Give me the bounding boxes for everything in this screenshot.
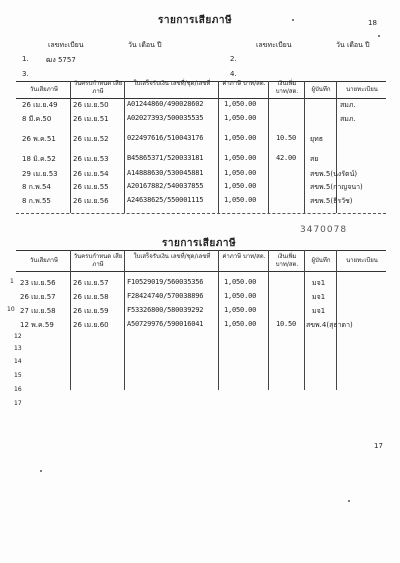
table1-divider [124, 81, 125, 213]
table1-divider [218, 81, 219, 213]
table2-divider [218, 250, 219, 390]
row-number: 15 [14, 372, 22, 379]
table1-header-recorder: ผู้บันทึก [311, 86, 331, 93]
top-section-title: รายการเสียภาษี [158, 15, 233, 26]
bottom-section-title: รายการเสียภาษี [162, 238, 237, 249]
table2-header-paid-date: วันเสียภาษี [30, 257, 58, 264]
table2-top-rule [16, 250, 386, 251]
row-number: 17 [14, 400, 22, 407]
reg-right-label: เลขทะเบียน [256, 41, 292, 49]
table1-header-due-date: วันครบกำหนด เสียภาษี [73, 80, 123, 95]
row-number: 14 [14, 358, 22, 365]
table1-divider [336, 81, 337, 213]
scan-speck [378, 35, 380, 37]
row-number: 16 [14, 386, 22, 393]
table2-header-tax: ค่าภาษี บาท/สต. [222, 253, 266, 260]
line1-number: 1. [22, 55, 29, 63]
line1-plate: ฒง 5757 [46, 56, 76, 64]
scan-speck [40, 470, 42, 472]
scan-speck [348, 500, 350, 502]
line3-number: 3. [22, 70, 29, 78]
table2-header-rule [16, 271, 386, 272]
line4-number: 4. [230, 70, 237, 78]
table2-header-registrar: นายทะเบียน [346, 257, 378, 264]
table1-divider [304, 81, 305, 213]
row-number: 12 [14, 333, 22, 340]
table1-header-paid-date: วันเสียภาษี [30, 86, 58, 93]
table2-divider [268, 250, 269, 390]
footer-page-number: 17 [374, 442, 383, 450]
page-corner-number: 18 [368, 19, 377, 27]
table2-header-recorder: ผู้บันทึก [311, 257, 331, 264]
reg-left-label: เลขทะเบียน [48, 41, 84, 49]
scan-speck [292, 19, 294, 21]
table2-header-surcharge: เงินเพิ่ม บาท/สต. [275, 253, 299, 268]
table1-header-registrar: นายทะเบียน [346, 86, 378, 93]
table1-bottom-rule [16, 213, 386, 214]
table2-header-due-date: วันครบกำหนด เสียภาษี [73, 253, 123, 268]
row-number: 13 [14, 345, 22, 352]
table1-header-surcharge: เงินเพิ่ม บาท/สต. [275, 80, 299, 95]
table1-divider [70, 81, 71, 213]
table2-divider [124, 250, 125, 390]
table2-header-receipt: ใบเสร็จรับเงิน เลขที่/ชุด/เลขที่ [133, 253, 211, 260]
table1-header-tax: ค่าภาษี บาท/สต. [222, 80, 266, 87]
line2-number: 2. [230, 55, 237, 63]
table2-divider [70, 250, 71, 390]
table2-divider [304, 250, 305, 390]
table1-header-rule [16, 98, 386, 99]
table1-divider [268, 81, 269, 213]
stamp-fragment: 3470078 [300, 225, 348, 235]
date-left-label: วัน เดือน ปี [128, 41, 162, 49]
date-right-label: วัน เดือน ปี [336, 41, 370, 49]
table1-header-receipt: ใบเสร็จรับเงิน เลขที่/ชุด/เลขที่ [133, 80, 211, 87]
